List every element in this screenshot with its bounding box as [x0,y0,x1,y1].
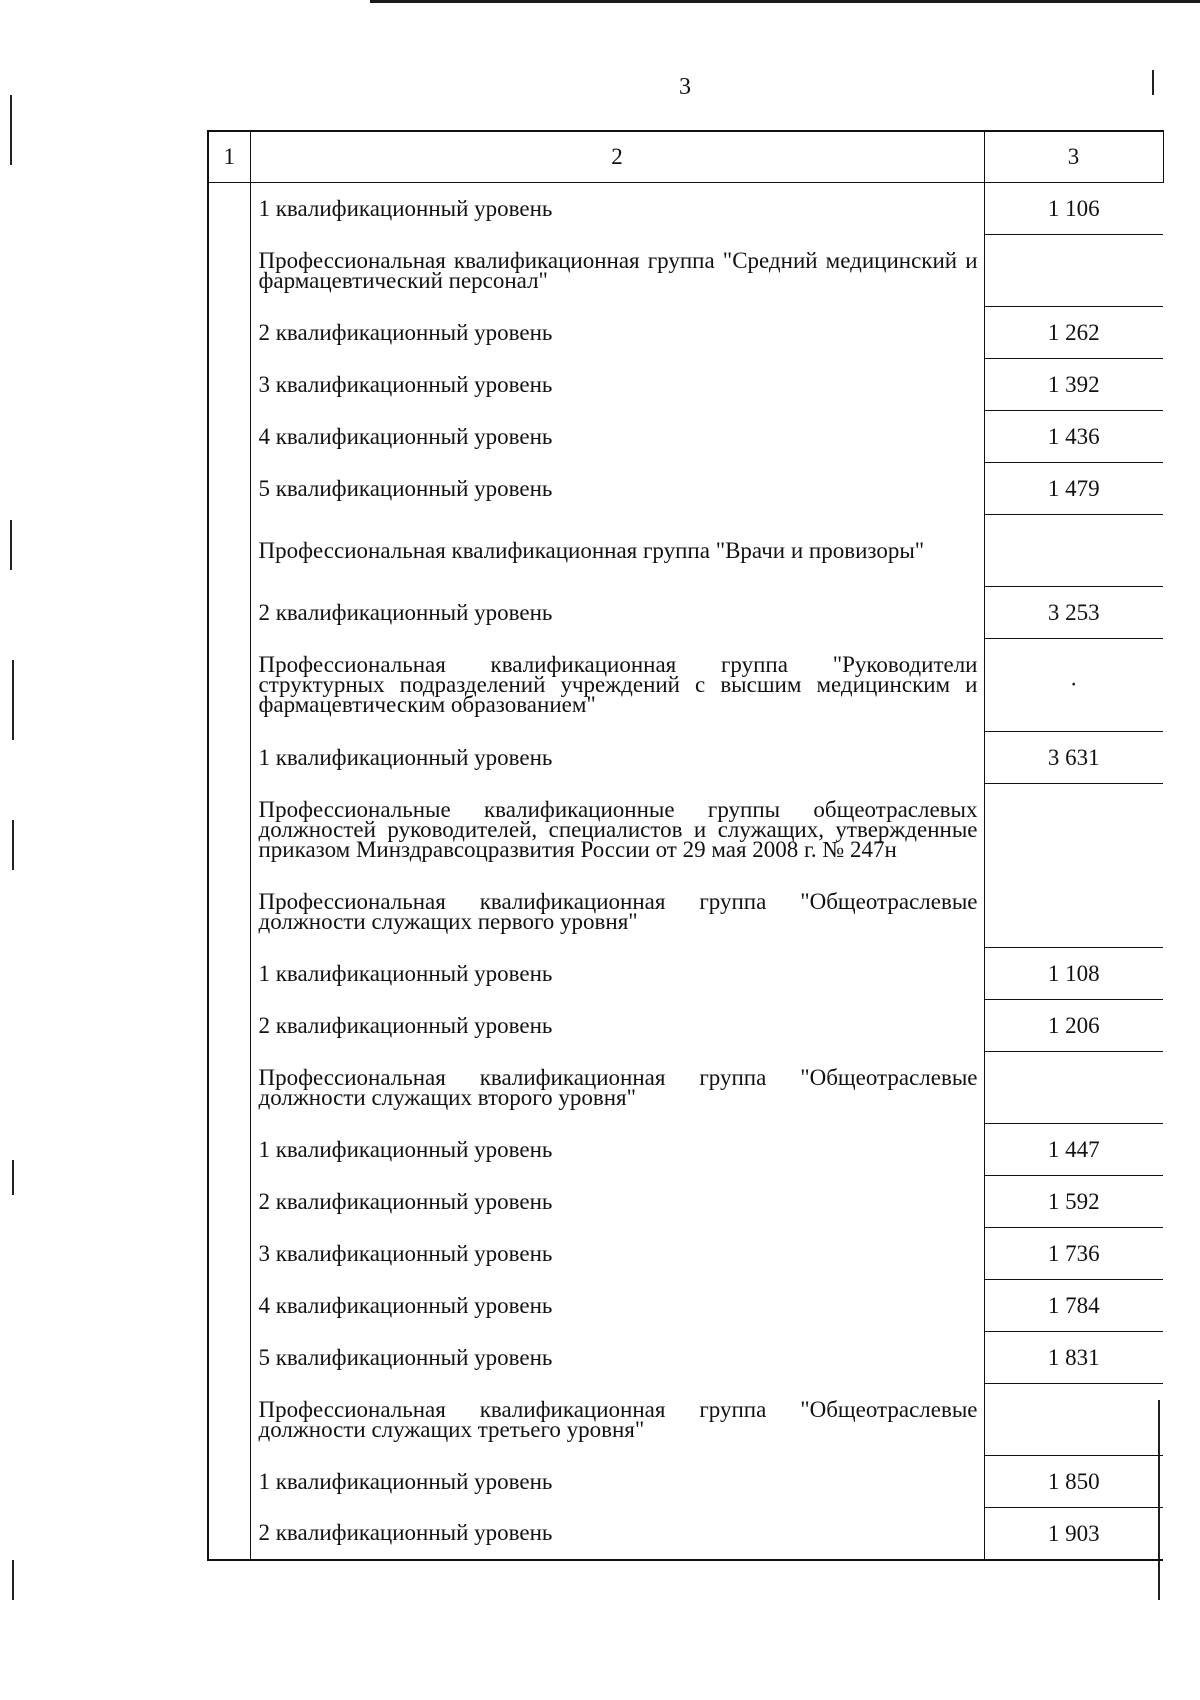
level-label: 2 квалификационный уровень [250,587,984,639]
group-row [208,235,1163,307]
salary-value [984,235,1163,307]
level-label: 1 квалификационный уровень [250,732,984,784]
scan-top-rule [370,0,1200,3]
salary-value [984,1384,1163,1456]
level-label: 3 квалификационный уровень [250,1228,984,1280]
group-row [208,639,1163,732]
salary-value: 1 850 [984,1456,1163,1508]
level-row [208,1508,1163,1561]
group-title: Профессиональная квалификационная группа "Врачи и провизоры" [250,515,984,587]
level-label: 1 квалификационный уровень [250,183,984,235]
level-label: 1 квалификационный уровень [250,1456,984,1508]
salary-value: 1 108 [984,948,1163,1000]
level-label: 2 квалификационный уровень [250,1176,984,1228]
salary-value [984,876,1163,948]
level-row [208,1228,1163,1280]
salary-value: 1 206 [984,1000,1163,1052]
level-label: 5 квалификационный уровень [250,1332,984,1384]
salary-value: · [1069,672,1078,697]
scan-margin-mark [12,1160,14,1195]
level-row [208,411,1163,463]
scan-margin-mark [12,820,14,870]
level-row [208,587,1163,639]
group-title: Профессиональная квалификационная группа "Общеотраслевые должности служащих второго уровня" [250,1052,984,1124]
level-row [208,1332,1163,1384]
scan-margin-mark [10,520,12,570]
page-number: 3 [679,74,691,100]
group-row [208,784,1163,877]
salary-value: 1 262 [984,307,1163,359]
salary-value: 1 831 [984,1332,1163,1384]
level-label: 2 квалификационный уровень [250,1508,984,1561]
header-col-2: 2 [250,131,984,183]
level-row [208,183,1163,235]
level-row [208,1176,1163,1228]
level-row [208,948,1163,1000]
level-row [208,463,1163,515]
group-row [208,1384,1163,1456]
salary-value: 1 447 [984,1124,1163,1176]
header-col-3: 3 [984,131,1163,183]
level-label: 3 квалификационный уровень [250,359,984,411]
header-col-1: 1 [208,131,250,183]
level-label: 1 квалификационный уровень [250,1124,984,1176]
group-title: Профессиональная квалификационная группа "Общеотраслевые должности служащих третьего уровня" [250,1384,984,1456]
level-row [208,1280,1163,1332]
group-title: Профессиональная квалификационная группа "Руководители структурных подразделений учреждений с высшим медицинским и фармацевтическим образованием" [250,639,984,732]
salary-value [984,784,1163,877]
salary-value: 1 784 [984,1280,1163,1332]
table-body [208,131,1163,1560]
level-label: 1 квалификационный уровень [250,948,984,1000]
level-label: 4 квалификационный уровень [250,1280,984,1332]
level-label: 2 квалификационный уровень [250,1000,984,1052]
salary-value [984,1052,1163,1124]
scan-margin-mark [12,1560,14,1600]
level-row [208,1124,1163,1176]
salary-value: 1 592 [984,1176,1163,1228]
salary-value: 1 736 [984,1228,1163,1280]
level-row [208,1000,1163,1052]
level-label: 4 квалификационный уровень [250,411,984,463]
level-row [208,359,1163,411]
salary-value: 1 436 [984,411,1163,463]
group-row [208,1052,1163,1124]
salary-value: 3 631 [984,732,1163,784]
salary-value: 1 106 [984,183,1163,235]
salary-value: 1 392 [984,359,1163,411]
level-row [208,307,1163,359]
scan-margin-mark [10,95,12,165]
salary-value: 3 253 [984,587,1163,639]
col1-cell [208,183,250,1561]
level-row [208,732,1163,784]
group-row [208,515,1163,587]
level-label: 5 квалификационный уровень [250,463,984,515]
salary-value: 1 479 [984,463,1163,515]
header-row [208,131,1163,183]
level-row [208,1456,1163,1508]
salary-table [207,130,1164,1561]
group-title: Профессиональная квалификационная группа "Средний медицинский и фармацевтический персонал" [250,235,984,307]
salary-value: 1 903 [984,1508,1163,1561]
salary-value [984,515,1163,587]
group-row [208,876,1163,948]
scan-margin-mark [12,660,14,740]
group-title: Профессиональная квалификационная группа "Общеотраслевые должности служащих первого уровня" [250,876,984,948]
level-label: 2 квалификационный уровень [250,307,984,359]
group-title: Профессиональные квалификационные группы общеотраслевых должностей руководителей, специалистов и служащих, утвержденные приказом Минздравсоцразвития России от 29 мая 2008 г. № 247н [250,784,984,877]
